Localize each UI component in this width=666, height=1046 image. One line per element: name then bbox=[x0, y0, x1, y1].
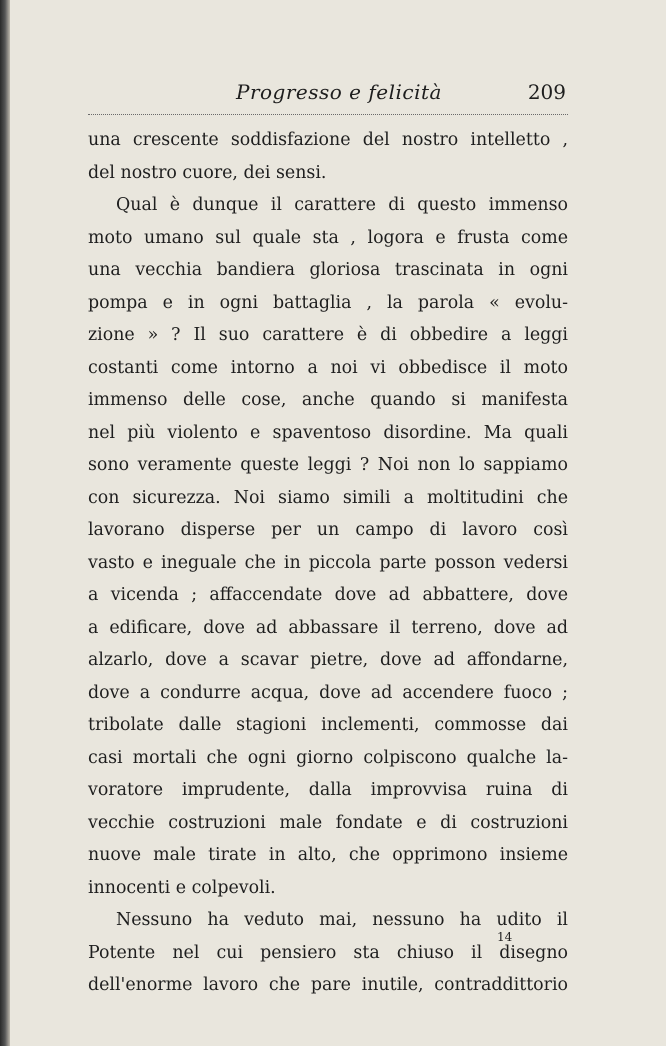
text-line: casi mortali che ogni giorno colpiscono qualche la- bbox=[88, 747, 568, 768]
text-line: a vicenda ; affaccendate dove ad abbattere, dove bbox=[88, 585, 568, 605]
page-header bbox=[88, 80, 566, 110]
text-line: innocenti e colpevoli. bbox=[88, 877, 276, 898]
text-line: Qual è dunque il carattere di questo immenso bbox=[116, 195, 568, 215]
text-line: dell'enorme lavoro che pare inutile, contraddittorio bbox=[88, 975, 568, 995]
body-text bbox=[88, 124, 568, 1002]
book-binding-edge bbox=[0, 0, 10, 1046]
text-line: Potente nel cui pensiero sta chiuso il disegno bbox=[88, 942, 568, 963]
text-line: tribolate dalle stagioni inclementi, commosse dai bbox=[88, 715, 568, 735]
text-line: Nessuno ha veduto mai, nessuno ha udito il bbox=[116, 910, 568, 930]
text-line: dove a condurre acqua, dove ad accendere fuoco ; bbox=[88, 682, 568, 703]
text-line: costanti come intorno a noi vi obbedisce il moto bbox=[88, 357, 568, 378]
text-line: una vecchia bandiera gloriosa trascinata in ogni bbox=[88, 260, 568, 280]
text-line: nuove male tirate in alto, che opprimono insieme bbox=[88, 845, 568, 865]
text-line: moto umano sul quale sta , logora e frusta come bbox=[88, 227, 568, 248]
text-line: una crescente soddisfazione del nostro intelletto , bbox=[88, 130, 568, 150]
text-line: con sicurezza. Noi siamo simili a moltitudini che bbox=[88, 487, 568, 508]
page-number: 209 bbox=[527, 80, 566, 104]
text-line: zione » ? Il suo carattere è di obbedire a leggi bbox=[88, 325, 568, 345]
text-line: pompa e in ogni battaglia , la parola « evolu- bbox=[88, 292, 568, 313]
text-line: vasto e ineguale che in piccola parte posson vedersi bbox=[88, 552, 568, 573]
text-line: vecchie costruzioni male fondate e di costruzioni bbox=[88, 812, 568, 833]
text-line: nel più violento e spaventoso disordine. Ma quali bbox=[88, 422, 568, 443]
text-line: lavorano disperse per un campo di lavoro così bbox=[88, 520, 568, 540]
header-rule bbox=[88, 114, 568, 115]
text-line: alzarlo, dove a scavar pietre, dove ad affondarne, bbox=[88, 650, 568, 670]
text-line: sono veramente queste leggi ? Noi non lo sappiamo bbox=[88, 455, 568, 475]
text-line: a edificare, dove ad abbassare il terreno, dove ad bbox=[88, 617, 568, 638]
text-line: voratore imprudente, dalla improvvisa ruina di bbox=[88, 780, 568, 800]
text-line: immenso delle cose, anche quando si manifesta bbox=[88, 390, 568, 410]
signature-mark: 14 bbox=[497, 930, 513, 944]
running-title: Progresso e felicità bbox=[236, 80, 442, 104]
text-line: del nostro cuore, dei sensi. bbox=[88, 162, 327, 183]
